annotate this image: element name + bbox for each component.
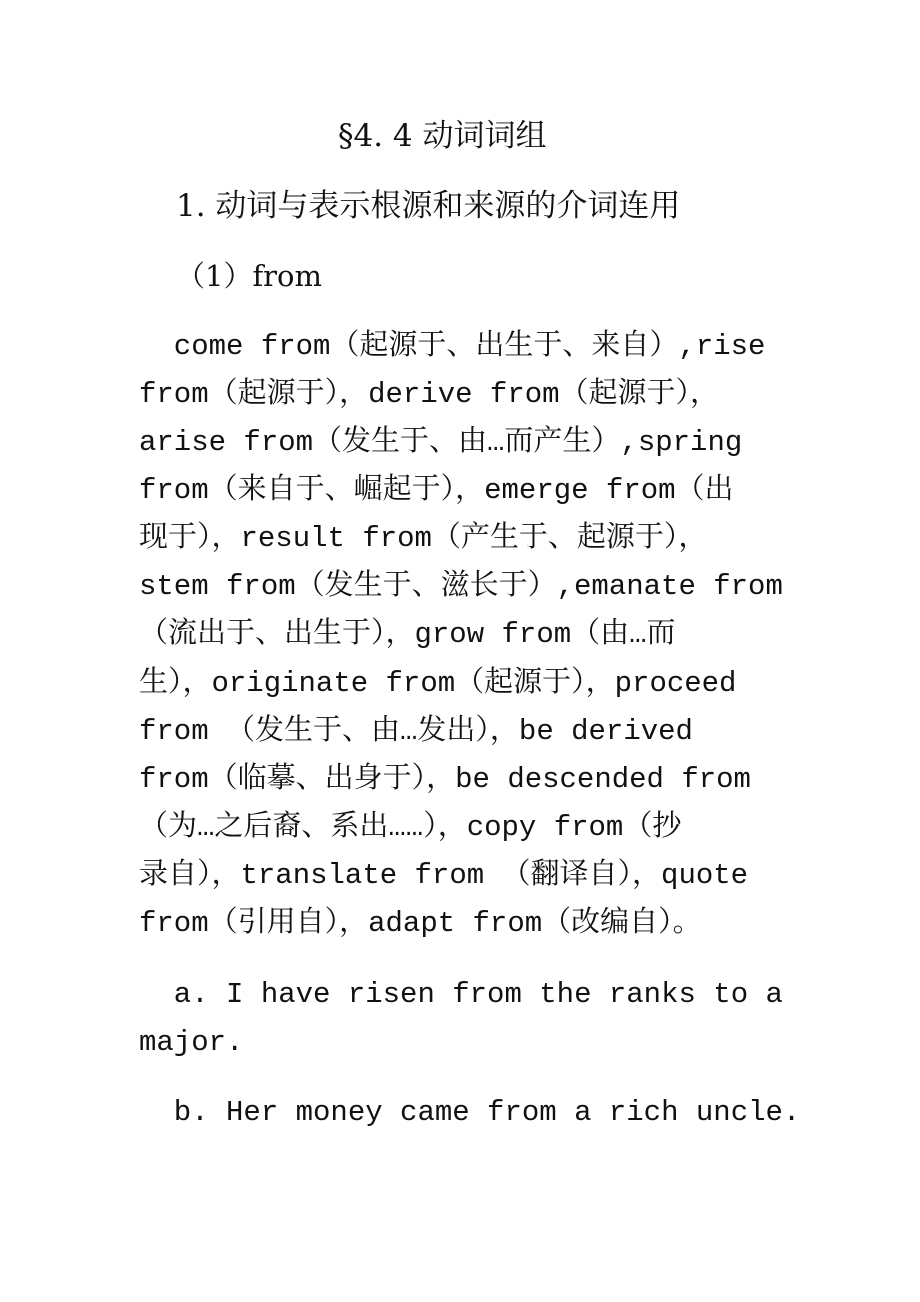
paragraph-line: arise from（发生于、由…而产生）,spring — [139, 426, 743, 459]
heading-verb-preposition: 1. 动词与表示根源和来源的介词连用 — [176, 188, 681, 224]
paragraph-line: from（来自于、崛起于），emerge from（出 — [139, 474, 734, 507]
paragraph-line: from（起源于），derive from（起源于）， — [139, 378, 720, 411]
paragraph-line: from （发生于、由…发出），be derived — [139, 715, 693, 748]
paragraph-line: （流出于、出生于），grow from（由…而 — [139, 618, 676, 651]
paragraph-line: from（引用自），adapt from（改编自）。 — [139, 907, 702, 940]
subheading-from: （1）from — [176, 259, 323, 293]
example-line: major. — [139, 1026, 244, 1059]
paragraph-line: 现于），result from（产生于、起源于）， — [139, 522, 708, 555]
section-title: §4. 4 动词词组 — [338, 118, 547, 154]
paragraph-line: stem from（发生于、滋长于）,emanate from — [139, 570, 783, 603]
example-line: b. Her money came from a rich uncle. — [139, 1096, 801, 1129]
paragraph-line: 生），originate from（起源于），proceed — [139, 667, 737, 700]
paragraph-line: 录自），translate from （翻译自），quote — [139, 859, 749, 892]
paragraph-line: from（临摹、出身于），be descended from — [139, 763, 751, 796]
example-line: a. I have risen from the ranks to a — [139, 978, 783, 1011]
paragraph-line: come from（起源于、出生于、来自）,rise — [139, 330, 766, 363]
paragraph-line: （为…之后裔、系出……），copy from（抄 — [139, 811, 682, 844]
